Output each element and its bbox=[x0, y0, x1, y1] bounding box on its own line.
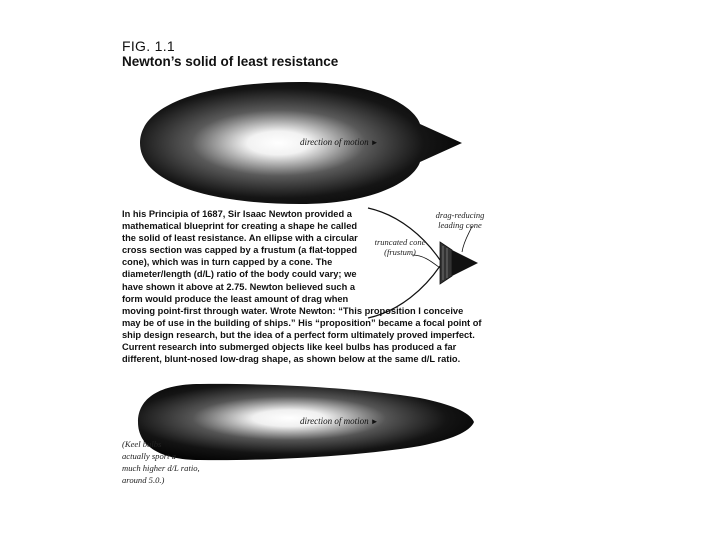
body-line: moving point-first through water. Wrote Newton: “This proposition I conceive bbox=[122, 305, 464, 316]
body-line: diameter/length (d/L) ratio of the body could vary; we bbox=[122, 269, 357, 280]
body-line: cone), which was in turn capped by a cone. The bbox=[122, 257, 333, 268]
figure-title: Newton’s solid of least resistance bbox=[122, 54, 339, 69]
direction-of-motion-top: direction of motion ► bbox=[300, 137, 379, 147]
body-line: ship design research, but the idea of a perfect form ultimately proved imperfect. bbox=[122, 329, 475, 340]
arrow-right-icon: ► bbox=[370, 417, 379, 426]
body-line: different, blunt-nosed low-drag shape, as shown below at the same d/L ratio. bbox=[122, 354, 461, 365]
body-line: mathematical blueprint for creating a shape he called bbox=[122, 221, 358, 232]
body-line: the solid of least resistance. An ellipse with a circular bbox=[122, 233, 358, 244]
figure-label: FIG. 1.1 bbox=[122, 38, 175, 54]
body-line: In his Principia of 1687, Sir Isaac Newton provided a bbox=[122, 209, 352, 219]
arrow-right-icon: ► bbox=[370, 138, 379, 147]
body-line: Current research into submerged objects like keel bulbs has produced a far bbox=[122, 342, 457, 353]
body-line: may be of use in the building of ships.” His “proposition” became a focal point of bbox=[122, 317, 482, 328]
body-line: have shown it above at 2.75. Newton believed such a bbox=[122, 281, 356, 292]
direction-of-motion-bottom: direction of motion ► bbox=[300, 416, 379, 426]
keel-bulb-note: (Keel bulbs actually sport a much higher d/L ratio, around 5.0.) bbox=[122, 439, 200, 485]
drag-cone-label: drag-reducing leading cone bbox=[435, 210, 485, 230]
body-line: form would produce the least amount of drag when bbox=[122, 293, 349, 304]
body-line: cross section was capped by a frustum (a flat-topped bbox=[122, 245, 358, 256]
frustum-label: truncated cone (frustum) bbox=[374, 237, 426, 257]
body-paragraph bbox=[122, 208, 508, 365]
